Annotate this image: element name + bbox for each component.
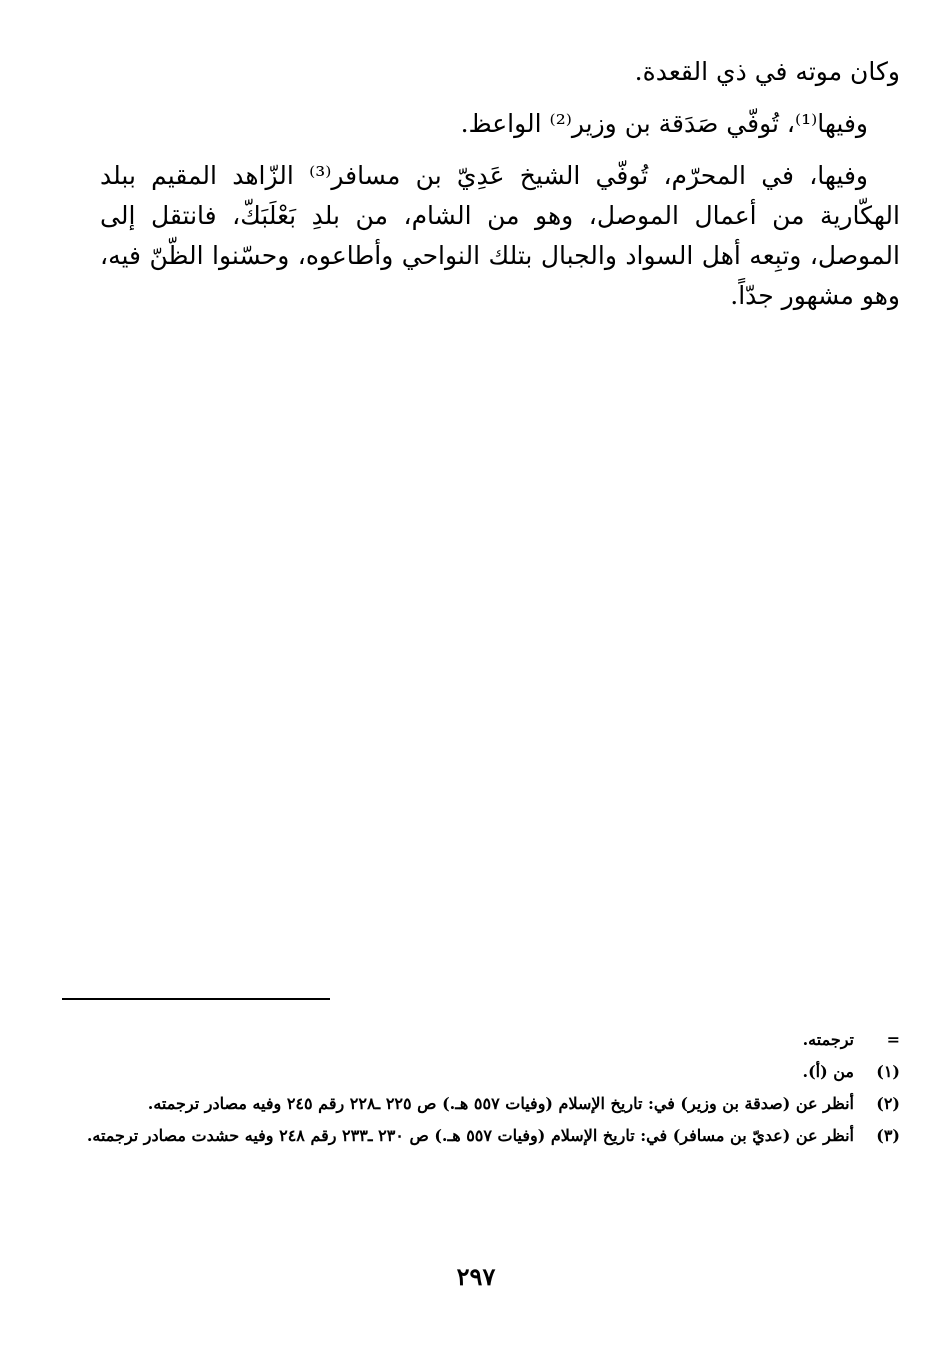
footnote-1 — [82, 1056, 900, 1088]
footnote-text: ترجمته. — [802, 1030, 854, 1049]
footnote-text: أنظر عن (صدقة بن وزير) في: تاريخ الإسلام (وفيات ٥٥٧ هـ.) ص ٢٢٥ ـ٢٢٨ رقم ٢٤٥ وفيه مصادر ترجمته. — [147, 1094, 854, 1113]
footnote-3 — [82, 1120, 900, 1152]
footnote-mark: (١) — [876, 1062, 900, 1081]
footnote-2 — [82, 1088, 900, 1120]
footnote-mark: = — [886, 1030, 900, 1049]
footnote-mark: (٢) — [876, 1094, 900, 1113]
footnote-mark: (٣) — [876, 1126, 900, 1145]
body-line-sadaqa: وفيها⁽¹⁾، تُوفّي صَدَقة بن وزير⁽²⁾ الواعظ. — [460, 109, 868, 138]
footnote-separator — [62, 998, 330, 1000]
page-number: ٢٩٧ — [456, 1262, 496, 1291]
body-line-death-date: وكان موته في ذي القعدة. — [634, 57, 900, 86]
footnote-text: من (أ). — [802, 1062, 854, 1081]
footnote-text: أنظر عن (عديّ بن مسافر) في: تاريخ الإسلام (وفيات ٥٥٧ هـ.) ص ٢٣٠ ـ٢٣٣ رقم ٢٤٨ وفيه حشدت مصادر ترجمته. — [86, 1126, 854, 1145]
footnote-continuation — [82, 1024, 900, 1056]
main-text — [100, 52, 900, 316]
footnotes — [82, 1024, 900, 1152]
body-paragraph-adi: وفيها، في المحرّم، تُوفّي الشيخ عَدِيّ بن مسافر⁽³⁾ الزّاهد المقيم ببلد الهكّارية من أعمال الموصل، وهو من الشام، من بلدِ بَعْلَبَكّ، فانتقل إلى الموصل، وتبِعه أهل السواد والجبال بتلك النواحي وأطاعوه، وحسّنوا الظّنّ فيه، وهو مشهور جدّاً. — [100, 161, 900, 310]
